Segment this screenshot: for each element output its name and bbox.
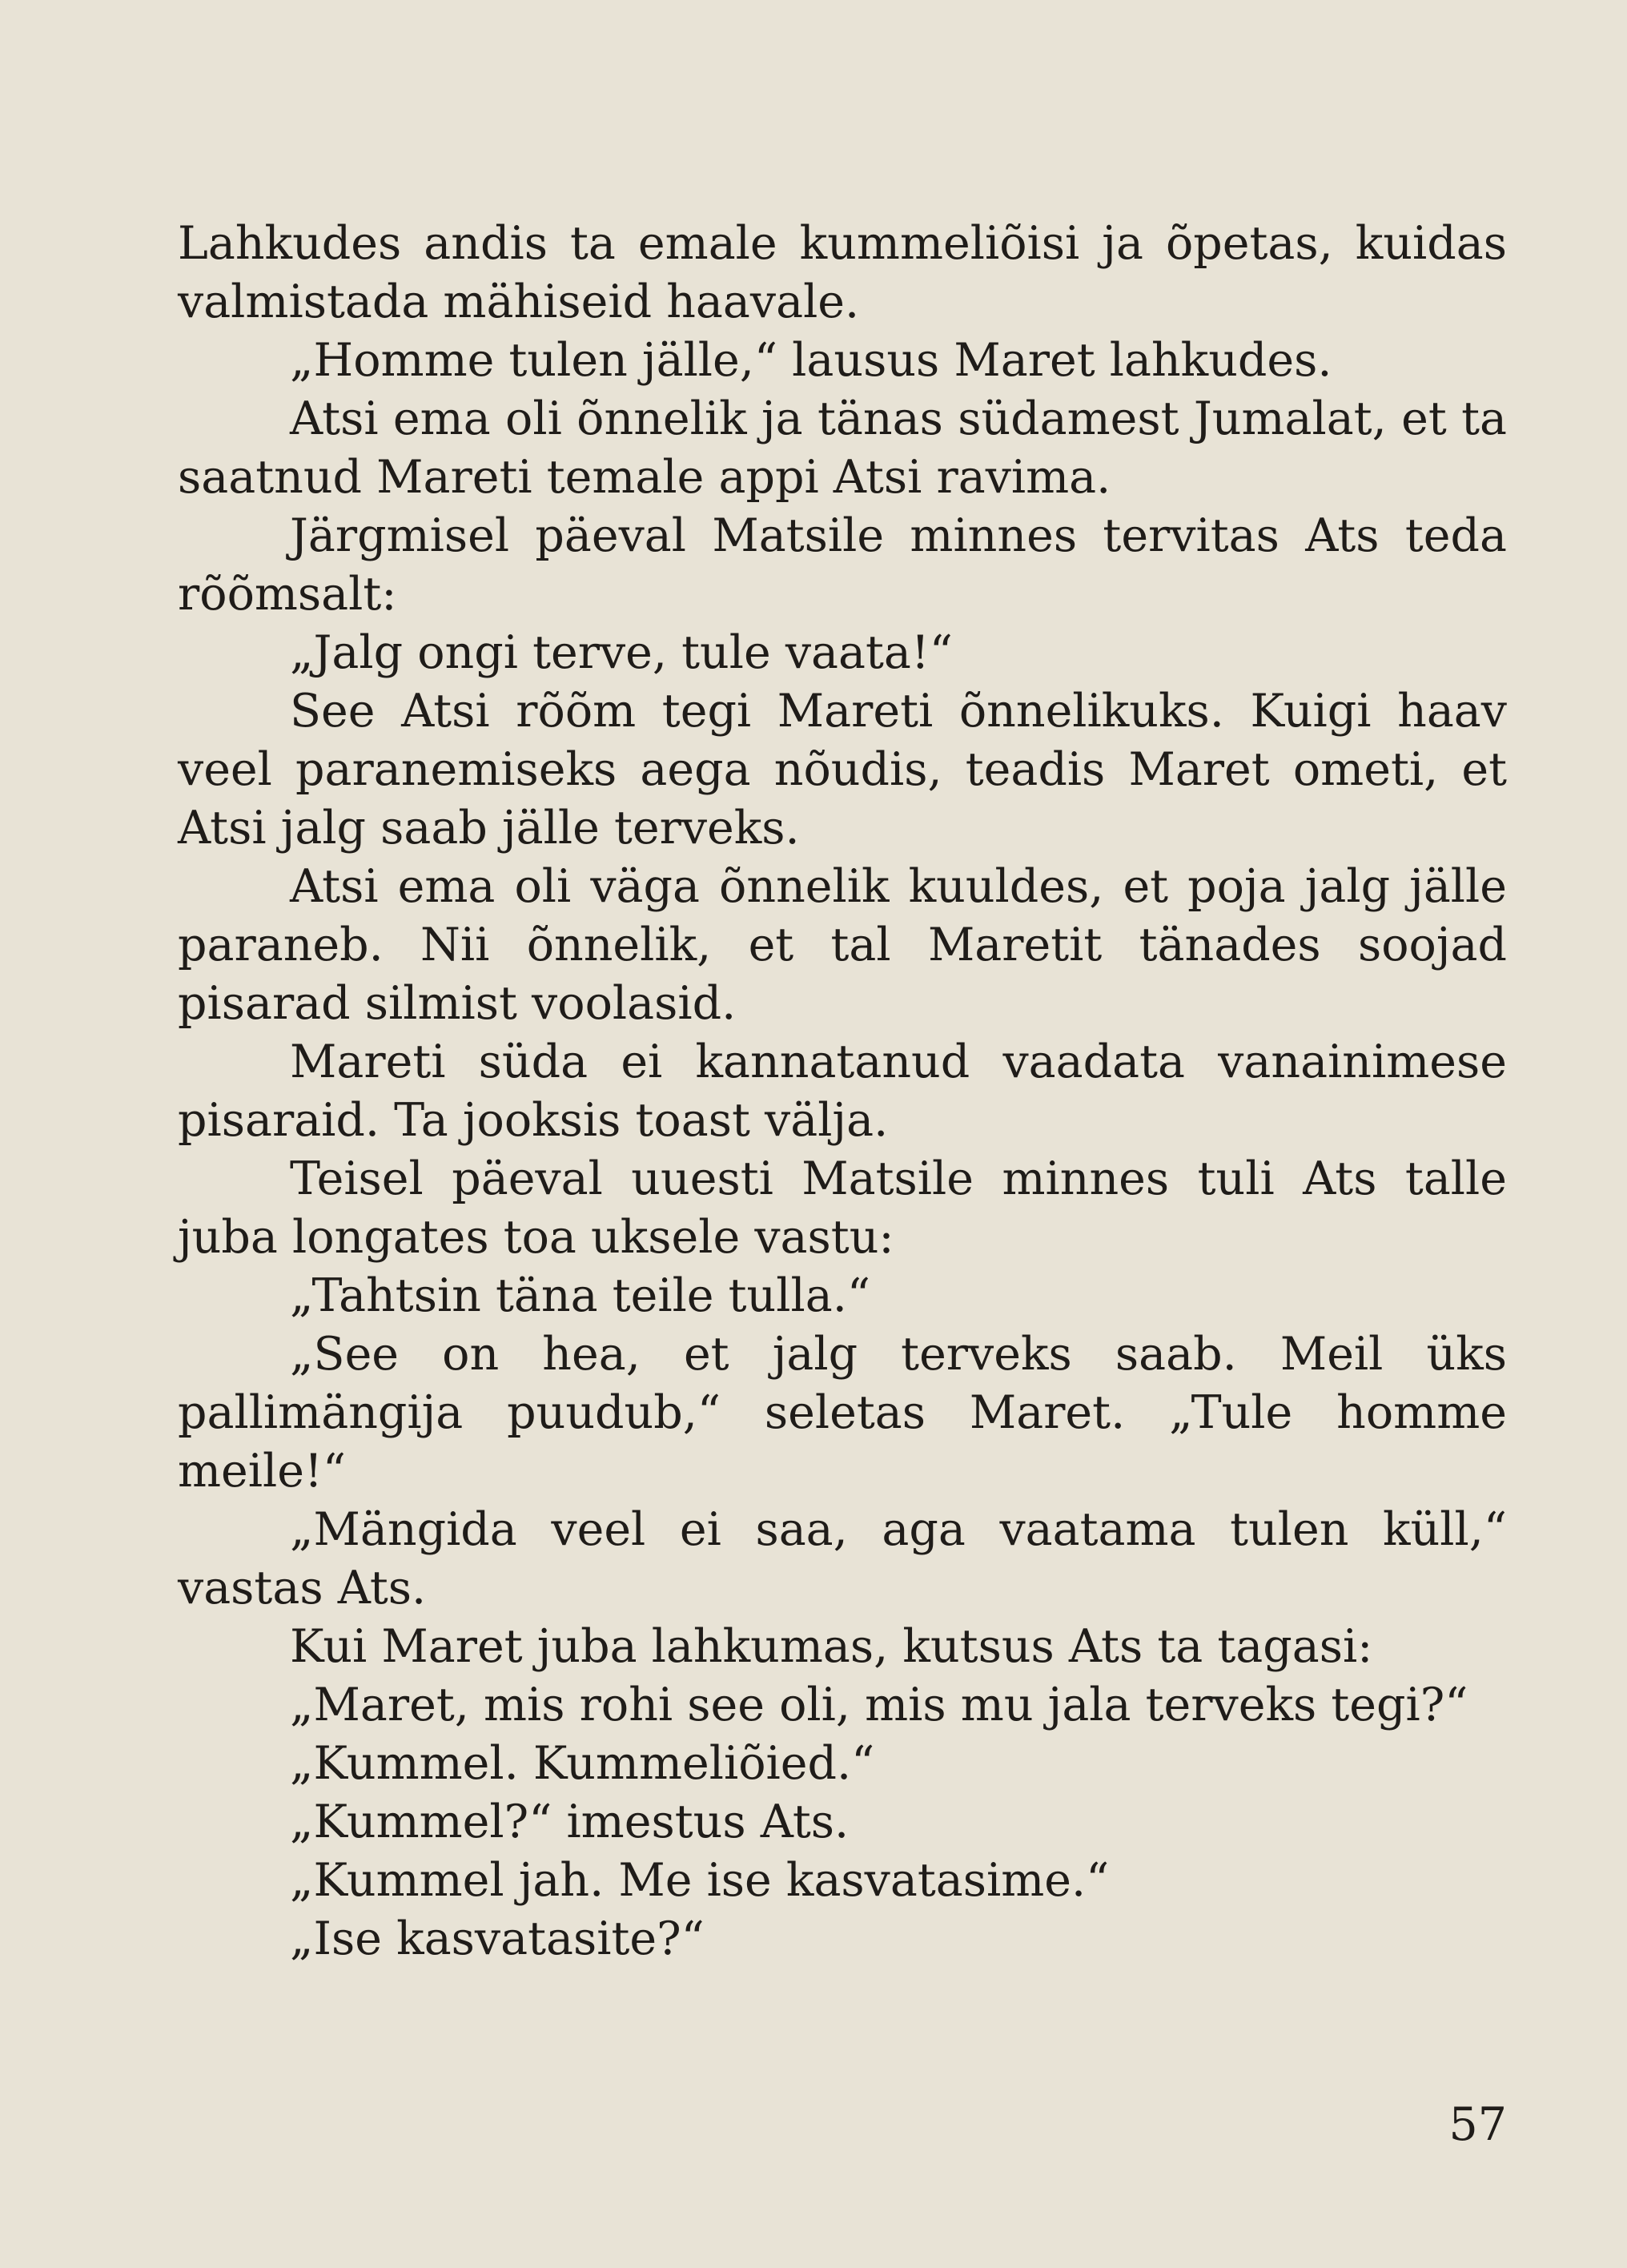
page-number: 57: [1448, 2098, 1507, 2151]
paragraph: „Kummel?“ imestus Ats.: [290, 1796, 850, 1848]
paragraph: „Jalg ongi terve, tule vaata!“: [290, 626, 953, 679]
paragraph: Lahkudes andis ta emale kummeliõisi ja õpetas, kuidas valmistada mähiseid haavale.: [178, 217, 1507, 328]
body-text: [178, 215, 1507, 1968]
paragraph: „Tahtsin täna teile tulla.“: [290, 1269, 870, 1322]
paragraph: Kui Maret juba lahkumas, kutsus Ats ta tagasi:: [290, 1620, 1373, 1673]
paragraph: Atsi ema oli õnnelik ja tänas südamest Jumalat, et ta saatnud Mareti temale appi Atsi ravima.: [178, 392, 1507, 504]
paragraph: „Homme tulen jälle,“ lausus Maret lahkudes.: [290, 334, 1332, 387]
paragraph: Atsi ema oli väga õnnelik kuuldes, et poja jalg jälle paraneb. Nii õnnelik, et tal Maretit tänades soojad pisarad silmist voolasid.: [178, 860, 1507, 1030]
paragraph: „Maret, mis rohi see oli, mis mu jala terveks tegi?“: [290, 1679, 1468, 1731]
paragraph: See Atsi rõõm tegi Mareti õnnelikuks. Kuigi haav veel paranemiseks aega nõudis, teadis Maret ometi, et Atsi jalg saab jälle terveks.: [178, 685, 1507, 855]
paragraph: Mareti süda ei kannatanud vaadata vanainimese pisaraid. Ta jooksis toast välja.: [178, 1035, 1507, 1147]
paragraph: Teisel päeval uuesti Matsile minnes tuli Ats talle juba longates toa uksele vastu:: [178, 1152, 1507, 1264]
paragraph: „Kummel jah. Me ise kasvatasime.“: [290, 1854, 1110, 1907]
paragraph: Järgmisel päeval Matsile minnes tervitas Ats teda rõõmsalt:: [178, 509, 1507, 621]
paragraph: „Mängida veel ei saa, aga vaatama tulen küll,“ vastas Ats.: [178, 1503, 1507, 1615]
paragraph: „Ise kasvatasite?“: [290, 1912, 705, 1965]
paragraph: „Kummel. Kummeliõied.“: [290, 1737, 875, 1790]
paragraph: „See on hea, et jalg terveks saab. Meil üks pallimängija puudub,“ seletas Maret. „Tule homme meile!“: [178, 1328, 1507, 1498]
